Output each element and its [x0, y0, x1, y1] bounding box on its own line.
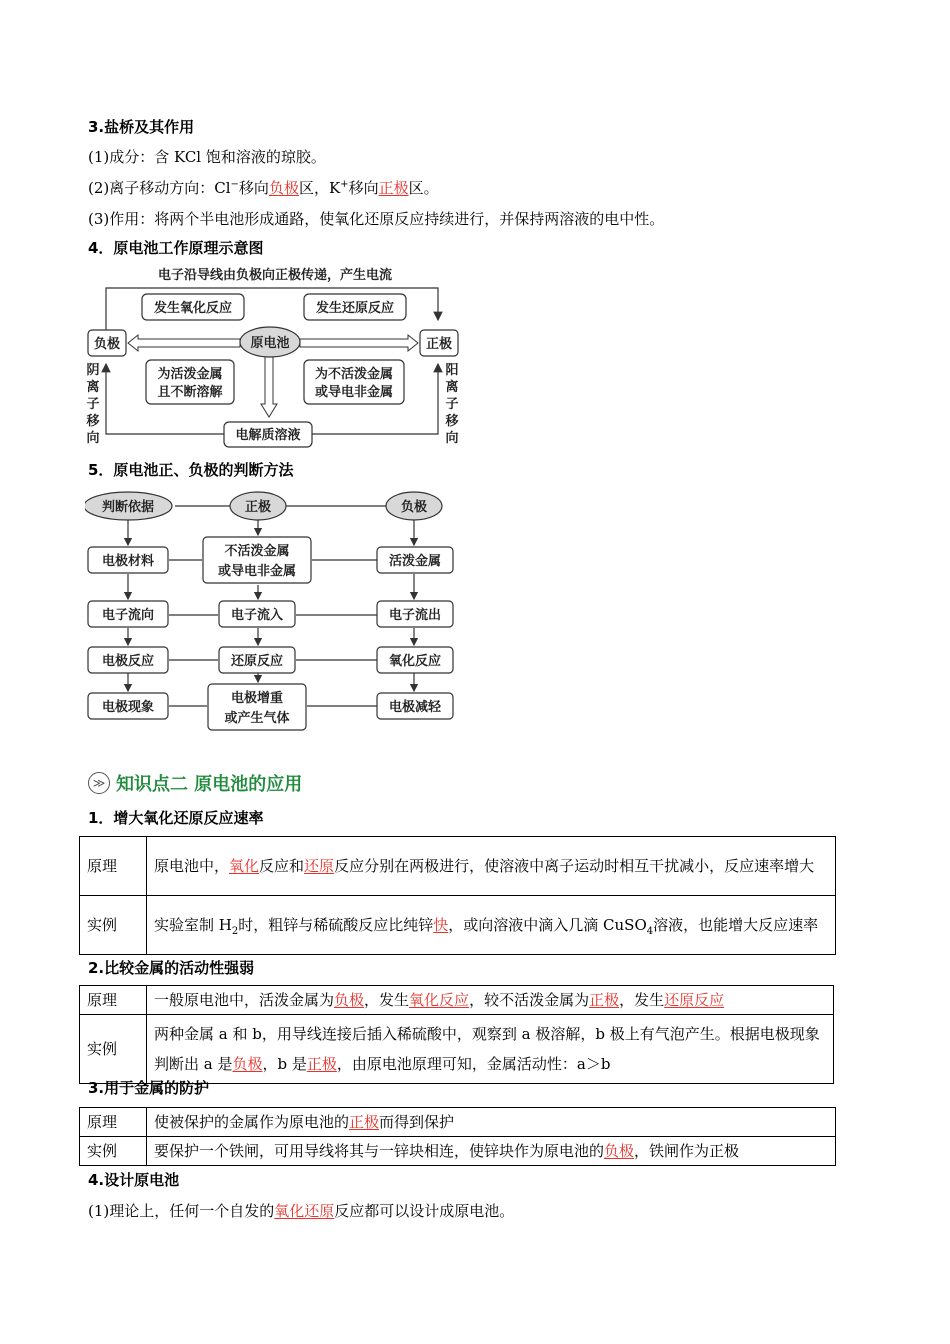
text-segment: 移向 [348, 179, 379, 197]
subsection-title-activity: 2.比较金属的活动性强弱 [88, 959, 255, 977]
judgement-flowchart [85, 488, 465, 733]
text-segment: 区。 [408, 179, 439, 197]
knowledge-point-heading [88, 768, 302, 798]
label-mass-gain-2: 或产生气体 [224, 711, 290, 726]
protection-table [79, 1107, 836, 1166]
subsection-title-design: 4.设计原电池 [88, 1171, 180, 1189]
text-segment: 使被保护的金属作为原电池的 [154, 1113, 350, 1131]
cation-char: 阳 [445, 363, 459, 378]
answer-text: 负极 [334, 991, 365, 1009]
label-reduction: 还原反应 [230, 654, 284, 669]
header-positive: 正极 [244, 500, 272, 515]
label-negative-material: 活泼金属 [388, 554, 442, 569]
salt-bridge-function: (3)作用：将两个半电池形成通路，使氧化还原反应持续进行，并保持两溶液的电中性。 [88, 210, 665, 228]
text-segment: 反应都可以设计成原电池。 [334, 1202, 515, 1220]
active-metal-line1: 为活泼金属 [157, 367, 223, 382]
label-electron-flow: 电子流向 [101, 608, 155, 623]
table-cell [147, 837, 836, 896]
cation-char: 向 [445, 431, 459, 446]
header-basis: 判断依据 [101, 500, 155, 515]
subscript: 4 [646, 926, 654, 937]
section-title-working-principle: 4．原电池工作原理示意图 [88, 239, 264, 257]
text-segment: ，较不活泼金属为 [469, 991, 590, 1009]
superscript: + [340, 179, 349, 190]
table-cell [147, 1137, 836, 1166]
answer-text: 负极 [604, 1142, 635, 1160]
answer-text: 氧化还原 [274, 1202, 335, 1220]
answer-text: 负极 [232, 1055, 263, 1073]
answer-text: 正极 [349, 1113, 380, 1131]
electrolyte-label: 电解质溶液 [235, 428, 301, 443]
text-segment: 而得到保护 [379, 1113, 455, 1131]
label-positive-material-2: 或导电非金属 [217, 564, 297, 579]
answer-text: 正极 [306, 1055, 337, 1073]
text-segment: ，铁闸作为正极 [634, 1142, 740, 1160]
table-row [80, 1137, 836, 1166]
inactive-metal-line2: 或导电非金属 [314, 385, 394, 400]
chevron-icon: ≫ [88, 772, 110, 794]
answer-text: 快 [433, 916, 449, 934]
cation-char: 离 [445, 380, 459, 395]
positive-electrode-label: 正极 [425, 337, 453, 352]
answer-text: 正极 [378, 179, 409, 197]
table-cell-label: 实例 [80, 1015, 147, 1084]
subsection-title-rate: 1．增大氧化还原反应速率 [88, 809, 264, 827]
table-cell [147, 1015, 834, 1084]
answer-text: 还原 [304, 857, 335, 875]
superscript: − [230, 179, 239, 190]
table-cell-label: 原理 [80, 837, 147, 896]
inactive-metal-line1: 为不活泼金属 [314, 367, 394, 382]
label-electrode-reaction: 电极反应 [101, 654, 155, 669]
table-cell [147, 1108, 836, 1137]
cell-label: 原电池 [250, 336, 290, 351]
arrow-to-positive [300, 335, 418, 351]
text-segment: (1)理论上，任何一个自发的 [88, 1202, 275, 1220]
answer-text: 正极 [589, 991, 620, 1009]
anion-char: 子 [86, 397, 100, 412]
oxidation-label: 发生氧化反应 [153, 301, 233, 316]
table-row [80, 986, 834, 1015]
label-positive-material-1: 不活泼金属 [224, 544, 290, 559]
text-segment: 要保护一个铁闸，可用导线将其与一锌块相连，使锌块作为原电池的 [154, 1142, 605, 1160]
table-cell [147, 986, 834, 1015]
table-cell-label: 原理 [80, 1108, 147, 1137]
text-segment: 实验室制 H [154, 916, 232, 934]
knowledge-point-title: 知识点二 原电池的应用 [116, 774, 303, 795]
anion-char: 向 [86, 431, 100, 446]
cation-char: 子 [445, 397, 459, 412]
table-cell [147, 896, 836, 955]
table-cell-label: 原理 [80, 986, 147, 1015]
text-segment: 原电池中， [154, 857, 230, 875]
answer-text: 还原反应 [664, 991, 725, 1009]
activity-table [79, 985, 834, 1084]
rate-table [79, 836, 836, 955]
text-segment: ，b 是 [262, 1055, 307, 1073]
arrow-to-electrolyte [261, 357, 277, 417]
label-oxidation: 氧化反应 [388, 654, 442, 669]
label-mass-loss: 电极减轻 [388, 700, 442, 715]
anion-char: 阴 [86, 363, 100, 378]
answer-text: 氧化反应 [409, 991, 470, 1009]
text-segment: (2)离子移动方向：Cl [88, 179, 231, 197]
working-principle-diagram [80, 262, 470, 452]
table-row [80, 1015, 834, 1084]
arrow-to-negative [128, 335, 240, 351]
section-title-judgement: 5．原电池正、负极的判断方法 [88, 461, 294, 479]
label-material: 电极材料 [101, 554, 155, 569]
label-electron-out: 电子流出 [388, 608, 442, 623]
answer-text: 负极 [268, 179, 299, 197]
active-metal-line2: 且不断溶解 [157, 385, 223, 400]
text-segment: ，由原电池原理可知，金属活动性：a＞b [336, 1055, 611, 1073]
label-electron-in: 电子流入 [230, 608, 284, 623]
anion-char: 移 [86, 414, 100, 429]
answer-text: 氧化 [229, 857, 260, 875]
reduction-label: 发生还原反应 [315, 301, 395, 316]
negative-electrode-label: 负极 [93, 337, 121, 352]
text-segment: 反应分别在两极进行，使溶液中离子运动时相互干扰减小，反应速率增大 [334, 857, 815, 875]
text-segment: ，或向溶液中滴入几滴 CuSO [448, 916, 647, 934]
cation-char: 移 [445, 414, 459, 429]
table-cell-label: 实例 [80, 1137, 147, 1166]
subscript: 2 [231, 926, 239, 937]
text-segment: 溶液，也能增大反应速率 [653, 916, 819, 934]
table-cell-label: 实例 [80, 896, 147, 955]
text-segment: 反应和 [259, 857, 305, 875]
electron-flow-label: 电子沿导线由负极向正极传递，产生电流 [157, 268, 393, 283]
table-row [80, 837, 836, 896]
text-segment: ，发生 [364, 991, 410, 1009]
anion-char: 离 [86, 380, 100, 395]
table-row [80, 896, 836, 955]
subsection-title-protection: 3.用于金属的防护 [88, 1079, 210, 1097]
table-row [80, 1108, 836, 1137]
text-segment: 两种金属 a 和 b，用导线连接后插入稀硫酸中，观察到 a 极溶解，b 极上有气泡产生。根据电极现象判断出 a 是 [154, 1025, 820, 1073]
label-mass-gain-1: 电极增重 [230, 691, 284, 706]
text-segment: 一般原电池中，活泼金属为 [154, 991, 335, 1009]
header-negative: 负极 [400, 500, 428, 515]
text-segment: 时，粗锌与稀硫酸反应比纯锌 [238, 916, 434, 934]
text-segment: 移向 [238, 179, 269, 197]
salt-bridge-composition: (1)成分：含 KCl 饱和溶液的琼胶。 [88, 148, 326, 166]
text-segment: ，发生 [619, 991, 665, 1009]
salt-bridge-ion-direction [88, 178, 439, 198]
label-phenomenon: 电极现象 [101, 700, 155, 715]
section-title-salt-bridge: 3.盐桥及其作用 [88, 118, 195, 136]
text-segment: 区，K [298, 179, 341, 197]
design-line-1 [88, 1201, 514, 1221]
